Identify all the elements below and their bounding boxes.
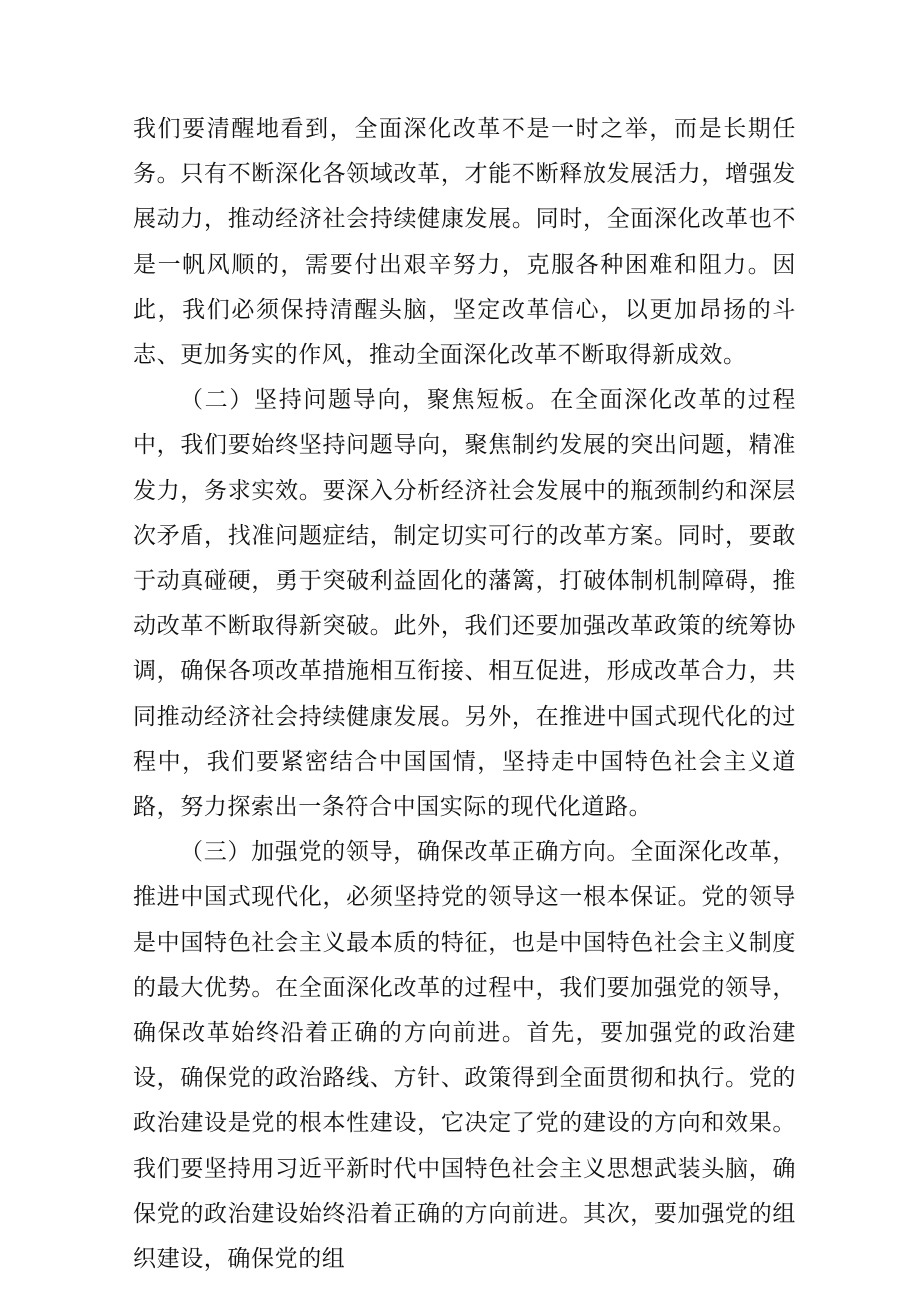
paragraph-section-3: （三）加强党的领导，确保改革正确方向。全面深化改革，推进中国式现代化，必须坚持党的领导这一根本保证。党的领导是中国特色社会主义最本质的特征，也是中国特色社会主义制度的最大优势。在全面深化改革的过程中，我们要加强党的领导，确保改革始终沿着正确的方向前进。首先，要加强党的政治建设，确保党的政治路线、方针、政策得到全面贯彻和执行。党的政治建设是党的根本性建设，它决定了党的建设的方向和效果。我们要坚持用习近平新时代中国特色社会主义思想武装头脑，确保党的政治建设始终沿着正确的方向前进。其次，要加强党的组织建设，确保党的组 [133, 839, 796, 1273]
paragraph-continuation: 我们要清醒地看到，全面深化改革不是一时之举，而是长期任务。只有不断深化各领域改革，才能不断释放发展活力，增强发展动力，推动经济社会持续健康发展。同时，全面深化改革也不是一帆风顺的，需要付出艰辛努力，克服各种困难和阻力。因此，我们必须保持清醒头脑，坚定改革信心，以更加昂扬的斗志、更加务实的作风，推动全面深化改革不断取得新成效。 [133, 116, 796, 369]
paragraph-section-2: （二）坚持问题导向，聚焦短板。在全面深化改革的过程中，我们要始终坚持问题导向，聚焦制约发展的突出问题，精准发力，务求实效。要深入分析经济社会发展中的瓶颈制约和深层次矛盾，找准问题症结，制定切实可行的改革方案。同时，要敢于动真碰硬，勇于突破利益固化的藩篱，打破体制机制障碍，推动改革不断取得新突破。此外，我们还要加强改革政策的统筹协调，确保各项改革措施相互衔接、相互促进，形成改革合力，共同推动经济社会持续健康发展。另外，在推进中国式现代化的过程中，我们要紧密结合中国国情，坚持走中国特色社会主义道路，努力探索出一条符合中国实际的现代化道路。 [133, 387, 796, 821]
